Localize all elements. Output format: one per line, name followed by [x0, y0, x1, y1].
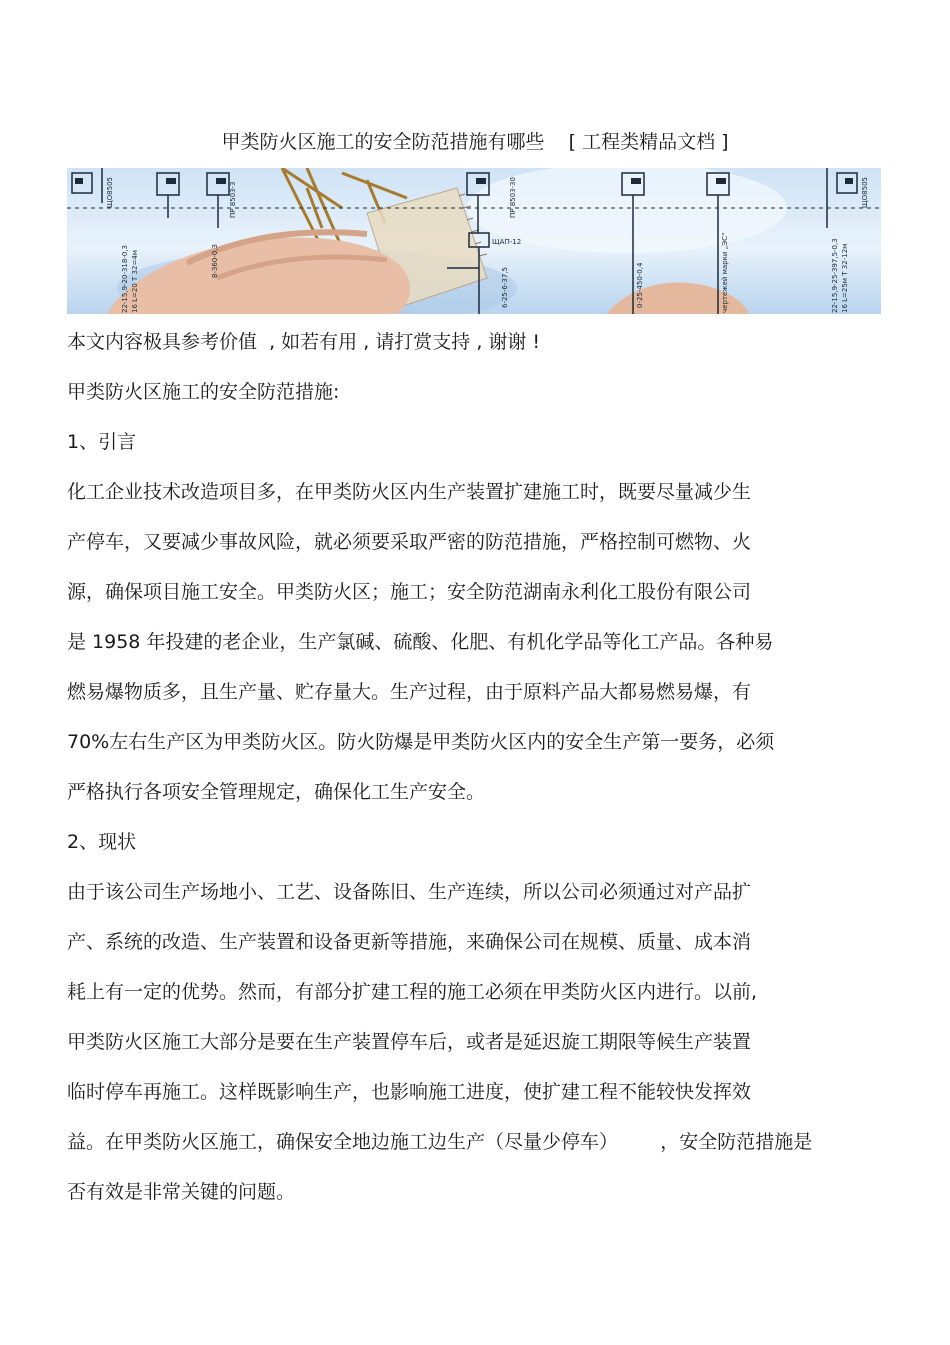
banner-label: 8-360-0,3 — [211, 244, 219, 278]
banner-label: чертежей марки „ЭС“ — [721, 232, 729, 313]
section-heading: 1、引言 — [67, 431, 137, 453]
banner-label: 22-15,9-25-397,5-0,3 — [831, 238, 839, 313]
paragraph-line: 70%左右生产区为甲类防火区。防火防爆是甲类防火区内的安全生产第一要务，必须 — [67, 731, 775, 753]
paragraph-line: 产停车，又要减少事故风险，就必须要采取严密的防范措施，严格控制可燃物、火 — [67, 531, 752, 553]
banner-label: 6-25-6-37,5 — [501, 267, 509, 308]
paragraph-line: 化工企业技术改造项目多，在甲类防火区内生产装置扩建施工时，既要尽量减少生 — [67, 481, 752, 503]
section-heading: 甲类防火区施工的安全防范措施: — [67, 381, 340, 403]
paragraph-line: 甲类防火区施工大部分是要在生产装置停车后，或者是延迟旋工期限等候生产装置 — [67, 1031, 752, 1053]
document-title: 甲类防火区施工的安全防范措施有哪些 [ 工程类精品文档 ] — [221, 131, 729, 153]
banner-label: 22-15,9-20-318-0,3 — [121, 245, 129, 313]
paragraph-line: 严格执行各项安全管理规定，确保化工生产安全。 — [67, 781, 486, 803]
paragraph-line: 是 1958 年投建的老企业，生产氯碱、硫酸、化肥、有机化学品等化工产品。各种易 — [67, 631, 774, 653]
paragraph-line: 临时停车再施工。这样既影响生产，也影响施工进度，使扩建工程不能较快发挥效 — [67, 1081, 752, 1103]
banner-label: ПР 8503-3 — [229, 181, 237, 218]
paragraph-line: 由于该公司生产场地小、工艺、设备陈旧、生产连续，所以公司必须通过对产品扩 — [67, 881, 752, 903]
banner-label: ЩО8505 — [106, 177, 114, 208]
banner-label: ЩАП-12 — [492, 238, 522, 246]
banner-image — [67, 168, 881, 314]
intro-line: 本文内容极具参考价值 , 如若有用 , 请打赏支持 , 谢谢 ! — [67, 331, 541, 353]
section-heading: 2、现状 — [67, 831, 137, 853]
banner-label: ЩО8505 — [861, 177, 869, 208]
paragraph-line: 燃易爆物质多，且生产量、贮存量大。生产过程，由于原料产品大都易燃易爆，有 — [67, 681, 752, 703]
banner-illustration — [67, 168, 881, 314]
paragraph-line: 益。在甲类防火区施工，确保安全地边施工边生产（尽量少停车） ，安全防范措施是 — [67, 1131, 813, 1153]
banner-label: 16 L=20 T 32=4м — [131, 249, 139, 313]
banner-label: 16 L=25м T 32-12м — [841, 243, 849, 313]
banner-label: ПР 8503-30 — [509, 177, 517, 218]
paragraph-line: 否有效是非常关键的问题。 — [67, 1181, 296, 1203]
paragraph-line: 源，确保项目施工安全。甲类防火区；施工；安全防范湖南永利化工股份有限公司 — [67, 581, 752, 603]
paragraph-line: 产、系统的改造、生产装置和设备更新等措施，来确保公司在规模、质量、成本消 — [67, 931, 752, 953]
paragraph-line: 耗上有一定的优势。然而，有部分扩建工程的施工必须在甲类防火区内进行。以前, — [67, 981, 758, 1003]
banner-label: 0-25-450-0,4 — [636, 262, 644, 308]
